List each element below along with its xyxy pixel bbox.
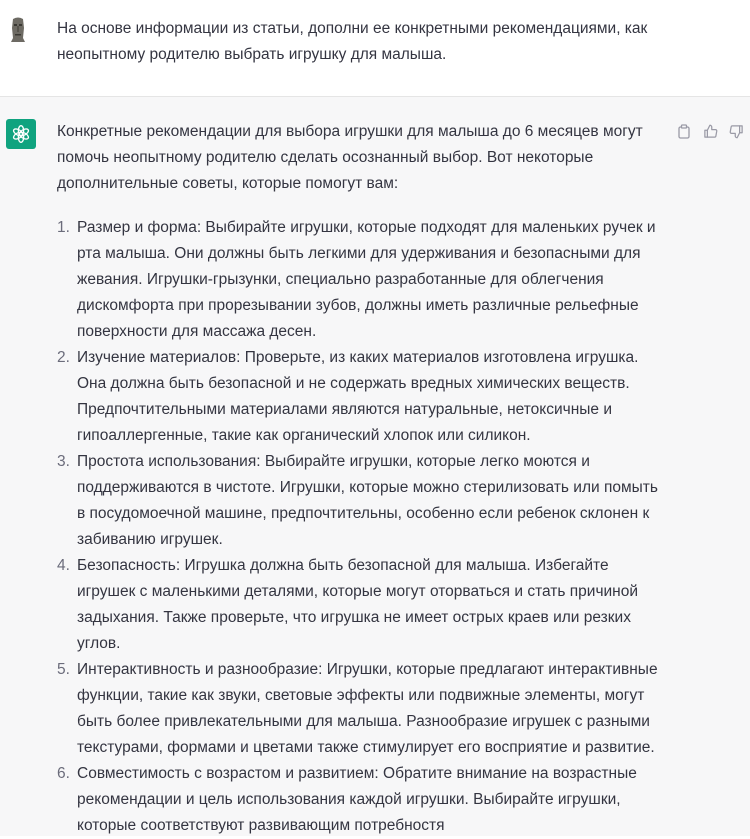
list-item: 2. Изучение материалов: Проверьте, из каких материалов изготовлена игрушка. Она должна быть безопасной и не содержать вредных химических веществ. Предпочтительными материалами являются натуральные, нетоксичные и гипоаллергенные, такие как органический хлопок или силикон.: [57, 349, 639, 444]
moai-statue-icon: [8, 16, 28, 44]
assistant-intro: Конкретные рекомендации для выбора игрушки для малыша до 6 месяцев могут помочь неопытному родителю сделать осознанный выбор. Вот некоторые дополнительные советы, которые помогут вам:: [57, 123, 643, 192]
user-message: [0, 0, 750, 97]
list-item: 3. Простота использования: Выбирайте игрушки, которые легко моются и поддерживаются в чистоте. Игрушки, которые можно стерилизовать или помыть в посудомоечной машине, предпочтительны, особенно если ребенок склонен к забиванию игрушек.: [57, 453, 658, 548]
user-message-text: На основе информации из статьи, дополни ее конкретными рекомендациями, как неопытному родителю выбрать игрушку для малыша.: [57, 20, 648, 63]
recommendations-list: [57, 215, 667, 839]
copy-icon[interactable]: [676, 123, 692, 139]
list-item: 4. Безопасность: Игрушка должна быть безопасной для малыша. Избегайте игрушек с маленькими деталями, которые могут оторваться и стать причиной задыхания. Также проверьте, что игрушка не имеет острых краев или резких углов.: [57, 557, 639, 652]
thumbs-down-icon[interactable]: [728, 123, 744, 139]
thumbs-up-icon[interactable]: [702, 123, 718, 139]
assistant-message: [0, 97, 750, 836]
assistant-message-text: [57, 119, 667, 839]
list-item: 1. Размер и форма: Выбирайте игрушки, которые подходят для маленьких ручек и рта малыша. Они должны быть легкими для удерживания и безопасными для жевания. Игрушки-грызунки, специально разработанные для облегчения дискомфорта при прорезывании зубов, должны иметь различные рельефные поверхности для массажа десен.: [57, 219, 656, 340]
list-item: 5. Интерактивность и разнообразие: Игрушки, которые предлагают интерактивные функции, такие как звуки, световые эффекты или подвижные элементы, могут быть более привлекательными для малыша. Разнообразие игрушек с разными текстурами, формами и цветами также стимулирует его восприятие и развитие.: [57, 661, 658, 756]
message-actions: [676, 123, 744, 139]
list-item: 6. Совместимость с возрастом и развитием: Обратите внимание на возрастные рекомендации и цель использования каждой игрушки. Выбирайте игрушки, которые соответствуют развивающим потребностя: [57, 765, 637, 834]
openai-logo-icon: [6, 119, 36, 149]
